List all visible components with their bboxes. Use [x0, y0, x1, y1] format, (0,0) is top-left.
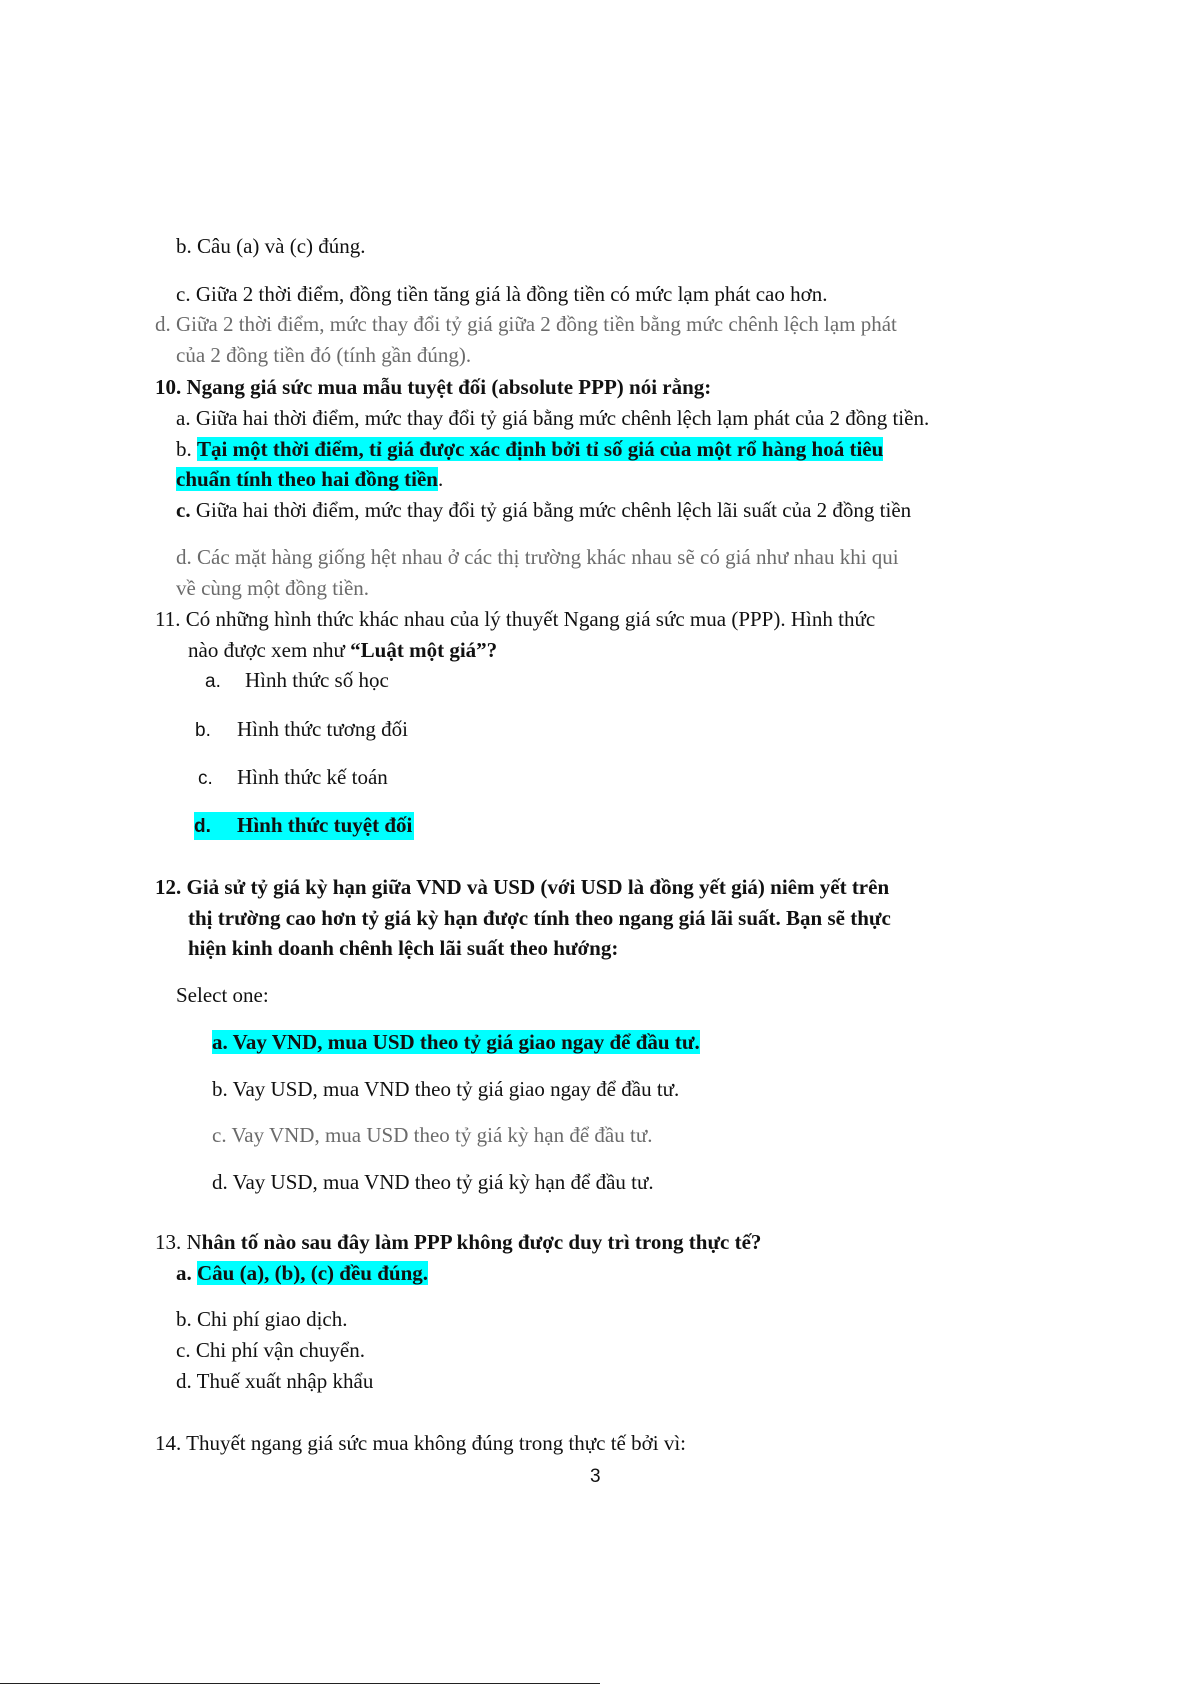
q10-option-a: a. Giữa hai thời điểm, mức thay đổi tỷ giá bằng mức chênh lệch lạm phát của 2 đồng tiền.	[176, 406, 930, 430]
q12-question-line2: thị trường cao hơn tỷ giá kỳ hạn được tính theo ngang giá lãi suất. Bạn sẽ thực	[188, 906, 891, 930]
q9-option-b: b. Câu (a) và (c) đúng.	[176, 234, 366, 258]
page-number: 3	[590, 1466, 601, 1487]
q13-question-text: hân tố nào sau đây làm PPP không được duy trì trong thực tế?	[201, 1230, 762, 1254]
q10-option-b-line1	[176, 436, 883, 462]
q10-option-d-line1: d. Các mặt hàng giống hệt nhau ở các thị trường khác nhau sẽ có giá như nhau khi qui	[176, 545, 899, 569]
q11-option-a-text: Hình thức số học	[245, 668, 389, 692]
q11-option-b-letter: b.	[195, 720, 211, 741]
q11-option-c-text: Hình thức kế toán	[237, 765, 388, 789]
q11-option-a	[205, 667, 389, 695]
q11-option-c-letter: c.	[198, 768, 213, 789]
q13-option-a-answer: Câu (a), (b), (c) đều đúng.	[197, 1261, 429, 1285]
q13-option-a-letter: a.	[176, 1261, 197, 1285]
q11-option-a-letter: a.	[205, 671, 221, 692]
q11-question-emphasis: “Luật một giá”?	[350, 638, 498, 662]
q10-option-d-line2: về cùng một đồng tiền.	[176, 576, 370, 600]
q11-option-d	[194, 812, 414, 840]
q11-question-line1: 11. Có những hình thức khác nhau của lý thuyết Ngang giá sức mua (PPP). Hình thức	[155, 607, 876, 631]
q11-question-line2	[188, 637, 497, 663]
q11-option-d-highlight	[194, 812, 414, 840]
q10-option-c-letter: c.	[176, 498, 191, 522]
q12-option-a-answer: a. Vay VND, mua USD theo tỷ giá giao ngay để đầu tư.	[212, 1030, 700, 1054]
q10-option-b-answer: Tại một thời điểm, tỉ giá được xác định bởi tỉ số giá của một rổ hàng hoá tiêu	[197, 437, 884, 461]
q10-option-c-text: Giữa hai thời điểm, mức thay đổi tỷ giá bằng mức chênh lệch lãi suất của 2 đồng tiền	[190, 498, 912, 522]
q13-option-a	[176, 1260, 428, 1286]
q13-option-b: b. Chi phí giao dịch.	[176, 1307, 348, 1331]
footer-divider	[0, 1683, 600, 1684]
q12-select-one: Select one:	[176, 983, 269, 1007]
q12-option-b: b. Vay USD, mua VND theo tỷ giá giao ngay để đầu tư.	[212, 1077, 680, 1101]
q10-option-b-answer-cont: chuẩn tính theo hai đồng tiền	[176, 467, 438, 491]
q11-option-d-text: Hình thức tuyệt đối	[237, 813, 413, 837]
q13-option-d: d. Thuế xuất nhập khẩu	[176, 1369, 374, 1393]
q12-option-c: c. Vay VND, mua USD theo tỷ giá kỳ hạn để đầu tư.	[212, 1123, 653, 1147]
q10-option-b-prefix: b.	[176, 437, 197, 461]
q9-option-c: c. Giữa 2 thời điểm, đồng tiền tăng giá là đồng tiền có mức lạm phát cao hơn.	[176, 282, 828, 306]
q11-question-prefix: nào được xem như	[188, 638, 351, 662]
q12-question-line3: hiện kinh doanh chênh lệch lãi suất theo hướng:	[188, 936, 619, 960]
q10-question: 10. Ngang giá sức mua mẫu tuyệt đối (absolute PPP) nói rằng:	[155, 375, 712, 399]
q14-question: 14. Thuyết ngang giá sức mua không đúng trong thực tế bởi vì:	[155, 1431, 686, 1455]
q11-option-b-text: Hình thức tương đối	[237, 717, 408, 741]
q13-option-c: c. Chi phí vận chuyển.	[176, 1338, 365, 1362]
q13-question	[155, 1229, 761, 1255]
q13-question-prefix: 13. N	[155, 1230, 202, 1254]
q11-option-c	[198, 764, 388, 792]
q12-option-d: d. Vay USD, mua VND theo tỷ giá kỳ hạn để đầu tư.	[212, 1170, 654, 1194]
q12-option-a	[212, 1029, 700, 1055]
q10-option-b-suffix: .	[438, 467, 444, 491]
q10-option-c	[176, 497, 911, 523]
q9-option-d-line1: d. Giữa 2 thời điểm, mức thay đổi tỷ giá giữa 2 đồng tiền bằng mức chênh lệch lạm phát	[155, 312, 897, 336]
q10-option-b-line2	[176, 466, 443, 492]
q12-question-line1: 12. Giả sử tỷ giá kỳ hạn giữa VND và USD (với USD là đồng yết giá) niêm yết trên	[155, 875, 890, 899]
q11-option-d-letter: d.	[194, 816, 211, 837]
q9-option-d-line2: của 2 đồng tiền đó (tính gần đúng).	[176, 343, 472, 367]
q11-option-b	[195, 716, 408, 744]
